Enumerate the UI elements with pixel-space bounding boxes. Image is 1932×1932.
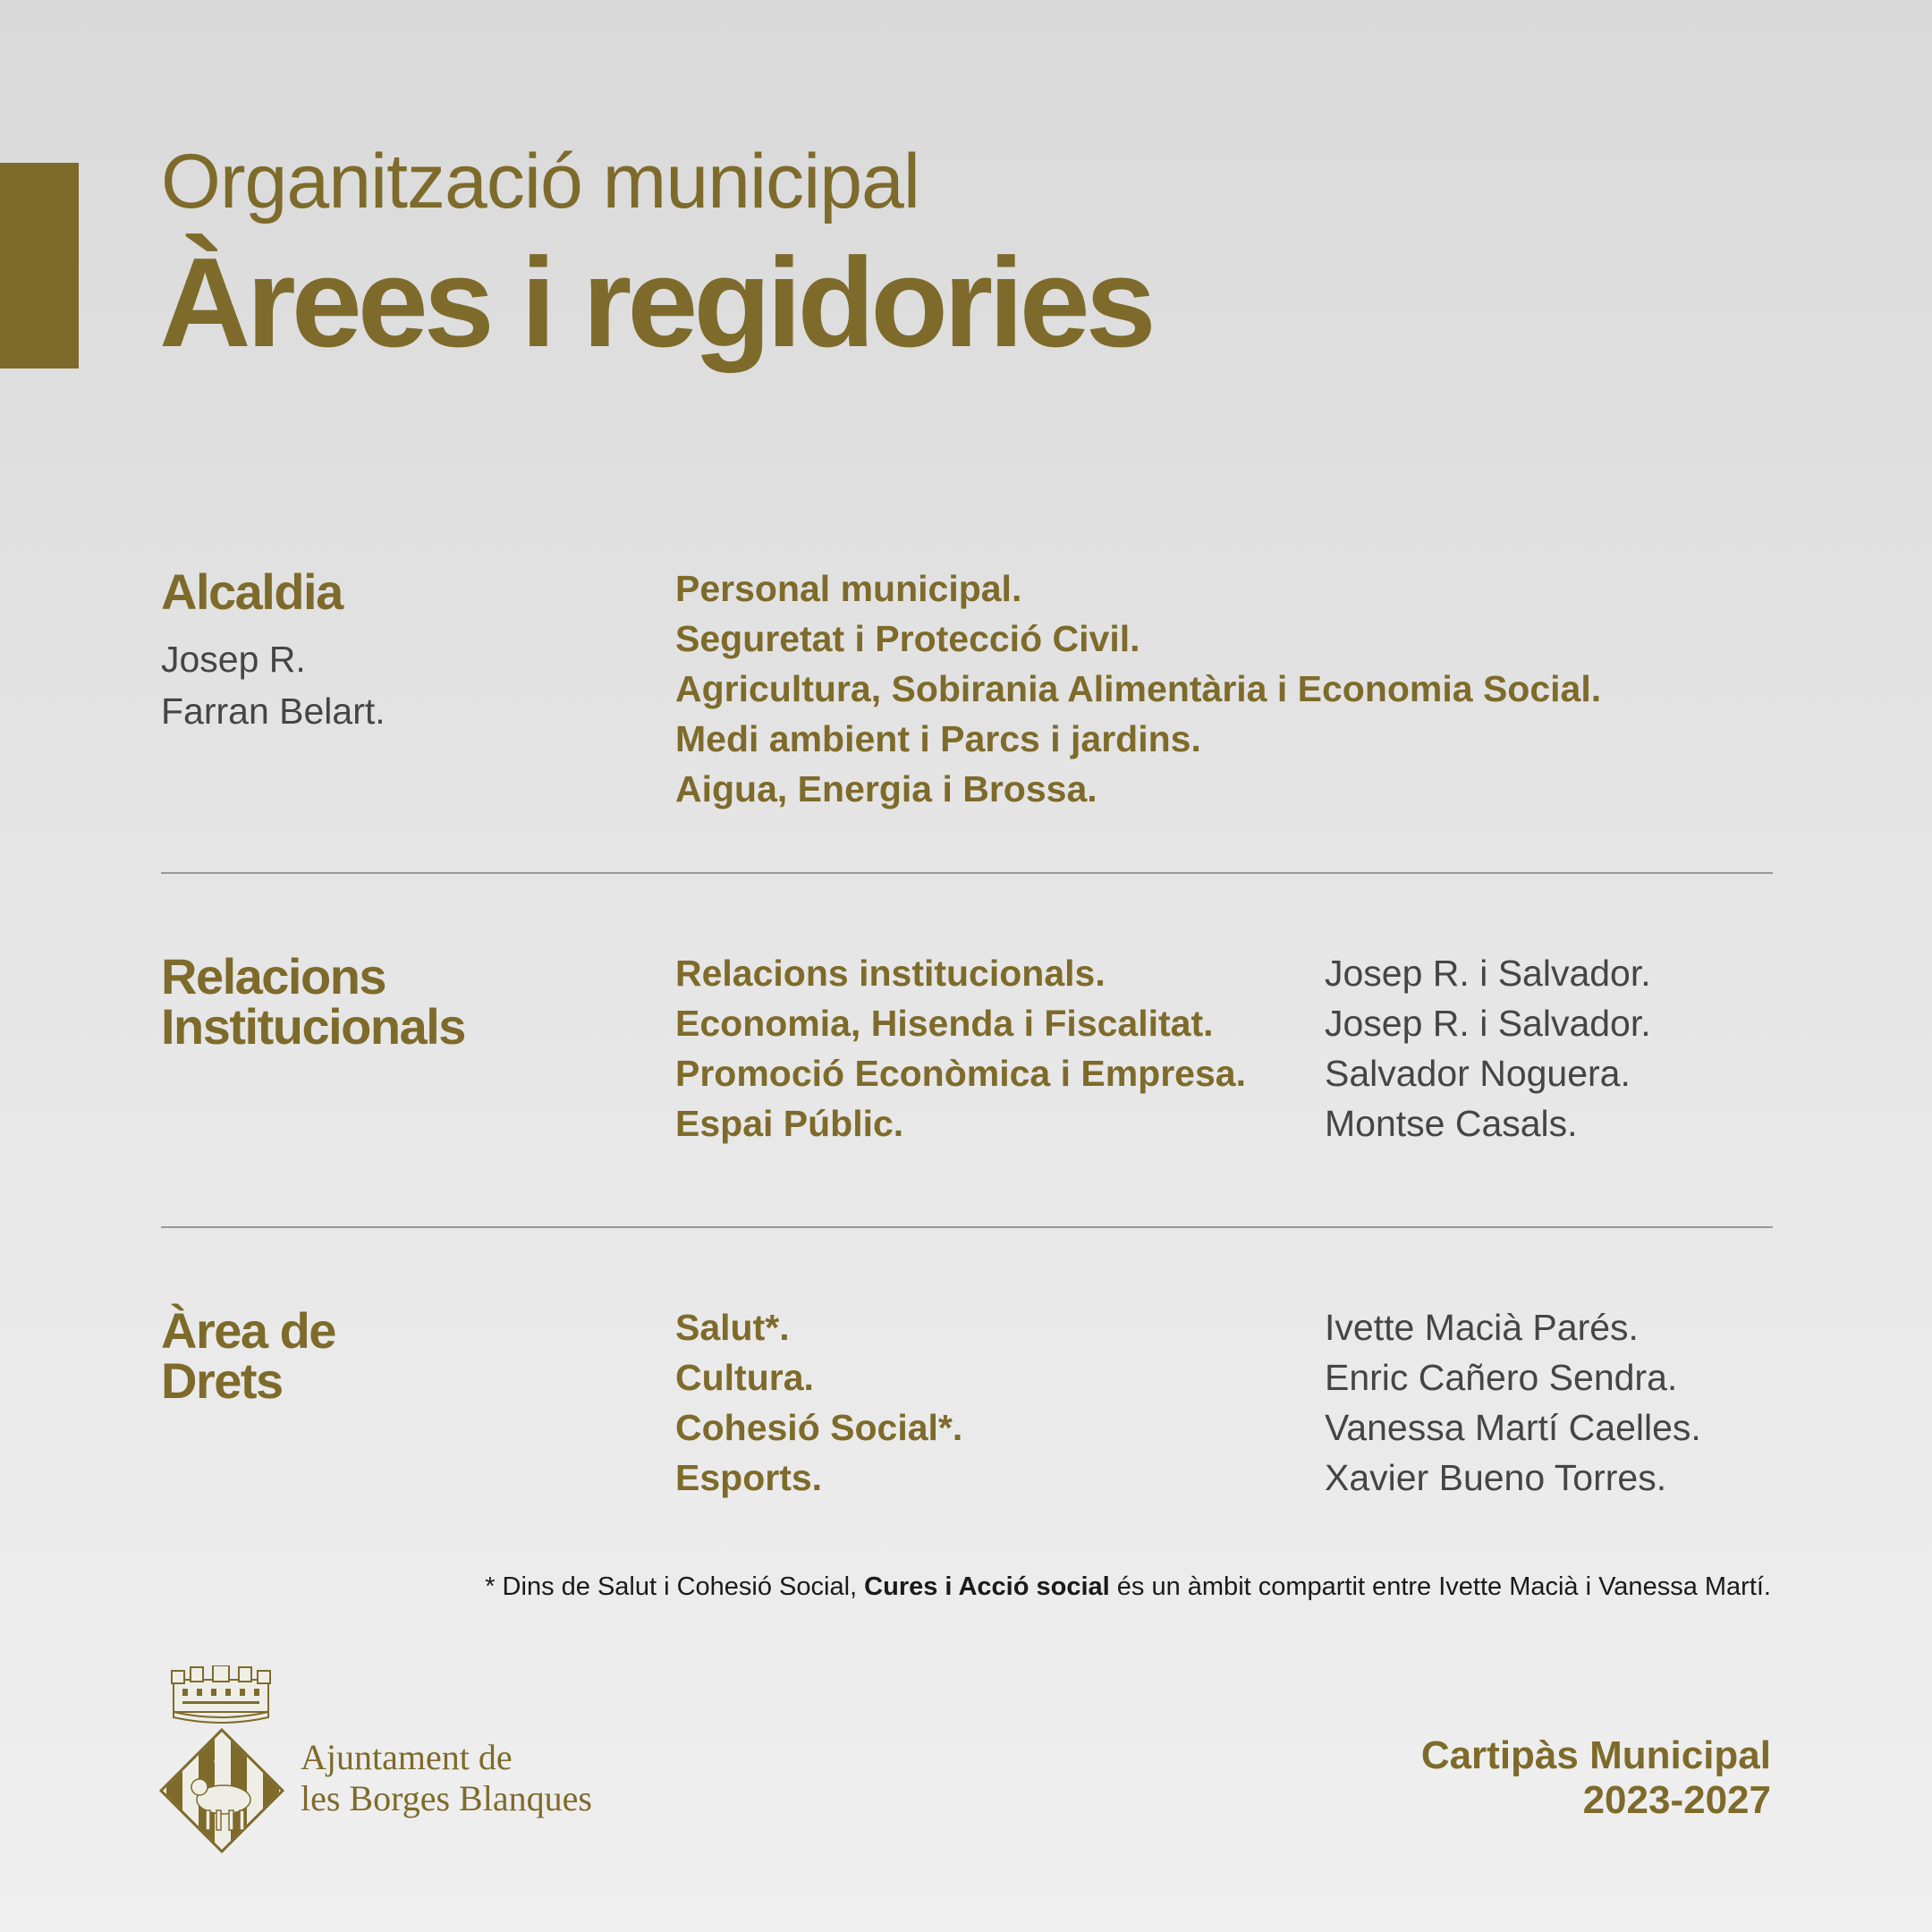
logo-text-line: Ajuntament de (301, 1737, 513, 1777)
section-title-line: Drets (161, 1352, 283, 1409)
councillors-list (1325, 1302, 1701, 1503)
logo-text (301, 1737, 592, 1819)
area-item: Esports. (675, 1457, 823, 1498)
footnote-bold: Cures i Acció social (864, 1572, 1110, 1601)
areas-list (675, 948, 1246, 1148)
section-divider (161, 872, 1773, 874)
councillor-name: Josep R. i Salvador. (1325, 953, 1651, 994)
area-item: Personal municipal. (675, 568, 1022, 609)
cartipas-title: Cartipàs Municipal (1420, 1733, 1771, 1777)
section-title-line: Alcaldia (161, 564, 343, 620)
area-item: Economia, Hisenda i Fiscalitat. (675, 1003, 1214, 1044)
footnote (485, 1572, 1771, 1602)
coat-of-arms-icon (159, 1665, 284, 1853)
councillor-name: Montse Casals. (1325, 1103, 1578, 1144)
area-item: Agricultura, Sobirania Alimentària i Economia Social. (675, 668, 1602, 709)
section-title-line: Institucionals (161, 998, 465, 1055)
area-item: Medi ambient i Parcs i jardins. (675, 718, 1201, 759)
mayor-name-line: Farran Belart. (161, 691, 386, 732)
areas-list (675, 1302, 962, 1503)
councillor-name: Salvador Noguera. (1325, 1053, 1631, 1094)
councillor-name: Ivette Macià Parés. (1325, 1307, 1639, 1348)
area-item: Espai Públic. (675, 1103, 904, 1144)
section-divider (161, 1226, 1773, 1228)
accent-bar (0, 163, 79, 369)
area-item: Salut*. (675, 1307, 790, 1348)
councillors-list (1325, 948, 1651, 1148)
councillor-name: Vanessa Martí Caelles. (1325, 1407, 1701, 1448)
section-title (161, 948, 465, 1055)
section-title (161, 1302, 335, 1409)
cartipas-label (1421, 1733, 1771, 1823)
logo-text-line: les Borges Blanques (301, 1778, 592, 1818)
footnote-prefix: * Dins de Salut i Cohesió Social, (485, 1572, 865, 1601)
cartipas-years: 2023-2027 (1582, 1778, 1771, 1822)
area-item: Promoció Econòmica i Empresa. (675, 1053, 1246, 1094)
mayor-name-line: Josep R. (161, 639, 306, 680)
councillor-name: Josep R. i Salvador. (1325, 1003, 1651, 1044)
mayor-name (161, 633, 386, 737)
councillor-name: Enric Cañero Sendra. (1325, 1357, 1678, 1398)
section-title-line: Relacions (161, 948, 386, 1004)
town-hall-logo (159, 1665, 624, 1853)
area-item: Cohesió Social*. (675, 1407, 963, 1448)
footnote-suffix: és un àmbit compartit entre Ivette Macià i Vanessa Martí. (1109, 1572, 1771, 1601)
area-item: Seguretat i Protecció Civil. (675, 618, 1140, 659)
page-subtitle: Organització municipal (161, 139, 919, 225)
areas-list (675, 564, 1601, 814)
area-item: Relacions institucionals. (675, 953, 1106, 994)
section-title (161, 564, 343, 620)
section-title-line: Àrea de (161, 1302, 335, 1359)
area-item: Cultura. (675, 1357, 814, 1398)
page-title: Àrees i regidories (159, 232, 1152, 374)
councillor-name: Xavier Bueno Torres. (1325, 1457, 1667, 1498)
area-item: Aigua, Energia i Brossa. (675, 768, 1097, 809)
